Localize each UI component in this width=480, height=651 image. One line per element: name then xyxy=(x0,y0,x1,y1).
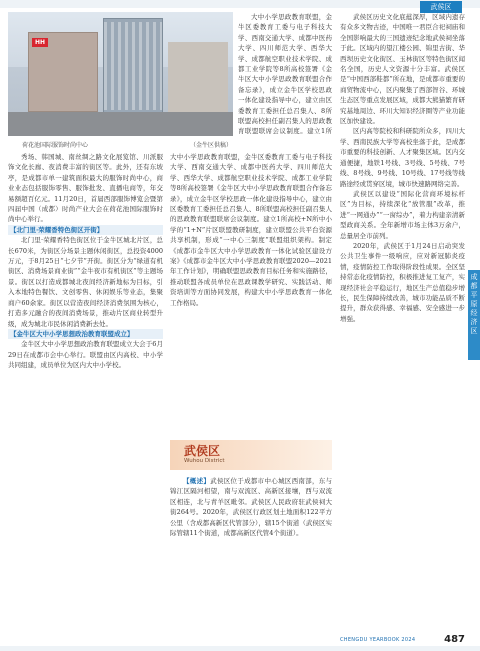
footer-band xyxy=(0,646,480,651)
paragraph: 大中小学思政教育联盟，金牛区委教育工委与电子科技大学、西南交通大学、成都中医药大学、四川师范大学、西华大学、成都航空职业技术学院、成都工业学院等8所高校签署《金牛区大中小学思政教育联盟合作备忘录》，成立金牛区学校思政一体化建设指导中心，建立由区委教育工委担任总召集人、8所联盟高校担任副召集人的思政教育联盟联席会议制度。建立1所高校+N所中小学的“1+N”片区联盟教研制度，建立联盟公共平台资源共享机制，形成“一中心三制度”联盟组织架构。制定《成都市金牛区大中小学思政教育一体化试验区建设方案》《成都市金牛区大中小学思政教育联盟2020—2021年工作计划》，明确联盟思政教育目标任务和实施路径，推动联盟各成员单位在思政课教学研究、实践活动、师资培训等方面协同发展，构建大中小学思政教育一体化工作格局。 xyxy=(170,153,332,307)
photo-building xyxy=(168,42,228,112)
paragraph: 武侯区以建设“国际化营商环境标杆区”为目标，持续深化“放管服”改革，推进“一网通办”“一窗综办”，着力构建亲清新型政商关系。全年新增市场主体3万余户，总量居全市前列。 xyxy=(340,189,465,240)
building-photo xyxy=(8,12,233,136)
section-heading: 【北门里·荣耀香特色街区开街】 xyxy=(8,225,163,235)
header-band xyxy=(0,0,480,8)
side-tab: 成都平原经济区 xyxy=(468,270,480,360)
district-banner xyxy=(170,440,332,470)
district-title: 武侯区 xyxy=(184,444,221,458)
middle-column-bottom xyxy=(170,476,332,630)
photo-windows xyxy=(104,22,162,110)
middle-column-continued xyxy=(170,152,332,436)
paragraph: 大中小学思政教育联盟，金牛区委教育工委与电子科技大学、西南交通大学、成都中医药大学、四川师范大学、西华大学、成都航空职业技术学院、成都工业学院等8所高校签署《金牛区大中小学思政教育联盟合作备忘录》，成立金牛区学校思政一体化建设指导中心，建立由区委教育工委担任总召集人、8所联盟高校担任副召集人的思政教育联盟联席会议制度。建立1所 xyxy=(238,13,332,136)
photo-road xyxy=(8,112,233,136)
page-footer xyxy=(340,634,465,646)
paragraph xyxy=(170,476,332,538)
paragraph: 秀场、韩国城、南丝绸之路文化展览馆、川派服饰文化长廊、夜消费丰富的街区等。此外，还有东坡亭，是成都市单一建筑面积最大的服饰时尚中心，商业业态包括服饰零售、服饰批发、直播电商等，年交易额超百亿元。11月20日，首届西部服饰博览会暨第四届中国（成都）时尚产业大会在荷花池国际服饰时尚中心举行。 xyxy=(8,153,163,224)
photo-caption: 荷花池国际服饰时尚中心 xyxy=(22,142,89,149)
district-subtitle: Wuhou District xyxy=(184,458,225,464)
left-column xyxy=(8,152,163,630)
photo-logo: HH xyxy=(32,38,48,47)
section-tag: 武侯区 xyxy=(420,1,462,13)
photo-credit: （金牛区供稿） xyxy=(190,142,233,149)
running-title: CHENGDU YEARBOOK 2024 xyxy=(340,637,416,643)
section-heading: 【金牛区大中小学思想政治教育联盟成立】 xyxy=(8,329,163,339)
paragraph: 北门里·荣耀香特色街区位于金牛区城北片区，总长670米，为街区分场景主题休闲街区，总投资4000万元，于8月25日“七夕节”开街。街区分为“绿道有机街区、消费场景商业街”“金牛夜市有机街区”等主题场景。街区以打造成都城北夜间经济新地标为目标，引入本地特色餐饮、文创零售、休闲娱乐等业态，集聚商户60余家。街区以营造夜间经济消费氛围为核心，打造多元融合的夜间消费场景，推动片区商业转型升级，成为城北市民休闲消费新去处。 xyxy=(8,236,163,328)
page-number: 487 xyxy=(444,634,465,645)
paragraph: 武侯区历史文化底蕴深厚，区域内遗存有众多文物古迹，中国唯一君臣合祀祠庙和全国影响最大的三国遗迹纪念地武侯祠坐落于此。区域内的望江楼公园、锦里古街、华西坝历史文化街区、玉林街区等特色街区闻名全国，历史人文资源十分丰富。武侯区是“中国西部鞋都”所在地，是成都市重要的商贸物流中心，区内聚集了西部智谷、环城生态区等重点发展区域，成都大熊猫繁育研究基地周边、环川大知识经济圈等产业功能区加快建设。 xyxy=(340,13,465,126)
middle-column-top xyxy=(238,12,332,136)
overview-text: 武侯区位于成都市中心城区西南部，东与锦江区隔河相望，南与双流区、高新区接壤，西与双流区相连，北与青羊区毗邻。武侯区人民政府驻武侯祠大街264号。2020年，武侯区行政区划土地面积122平方公里（含成都高新区代管部分），辖15个街道（武侯区实际管辖11个街道，成都高新区代管4个街道）。 xyxy=(170,477,332,538)
paragraph: 区内高等院校和科研院所众多，四川大学、西南民族大学等高校坐落于此，是成都市重要的科技创新、人才聚集区域。区内交通便捷，地铁1号线、3号线、5号线、7号线、8号线、9号线、10号线、17号线等线路途经或贯穿区境，城市快速路网络完善。 xyxy=(340,127,465,188)
right-column xyxy=(340,12,465,630)
paragraph: 金牛区大中小学思想政治教育联盟成立大会于6月29日在成都市会中心举行。联盟由区内高校、中小学共同组建，成员单位为区内大中小学校。 xyxy=(8,340,163,370)
paragraph: 2020年，武侯区于1月24日启动突发公共卫生事件一级响应，应对新冠肺炎疫情，疫情防控工作取得阶段性成果。全区坚持常态化疫情防控，积极推进复工复产，实现经济社会平稳运行，地区生产总值稳步增长，民生保障持续改善，城市功能品质不断提升，群众获得感、幸福感、安全感进一步增强。 xyxy=(340,241,465,323)
overview-heading: 【概述】 xyxy=(183,477,211,485)
